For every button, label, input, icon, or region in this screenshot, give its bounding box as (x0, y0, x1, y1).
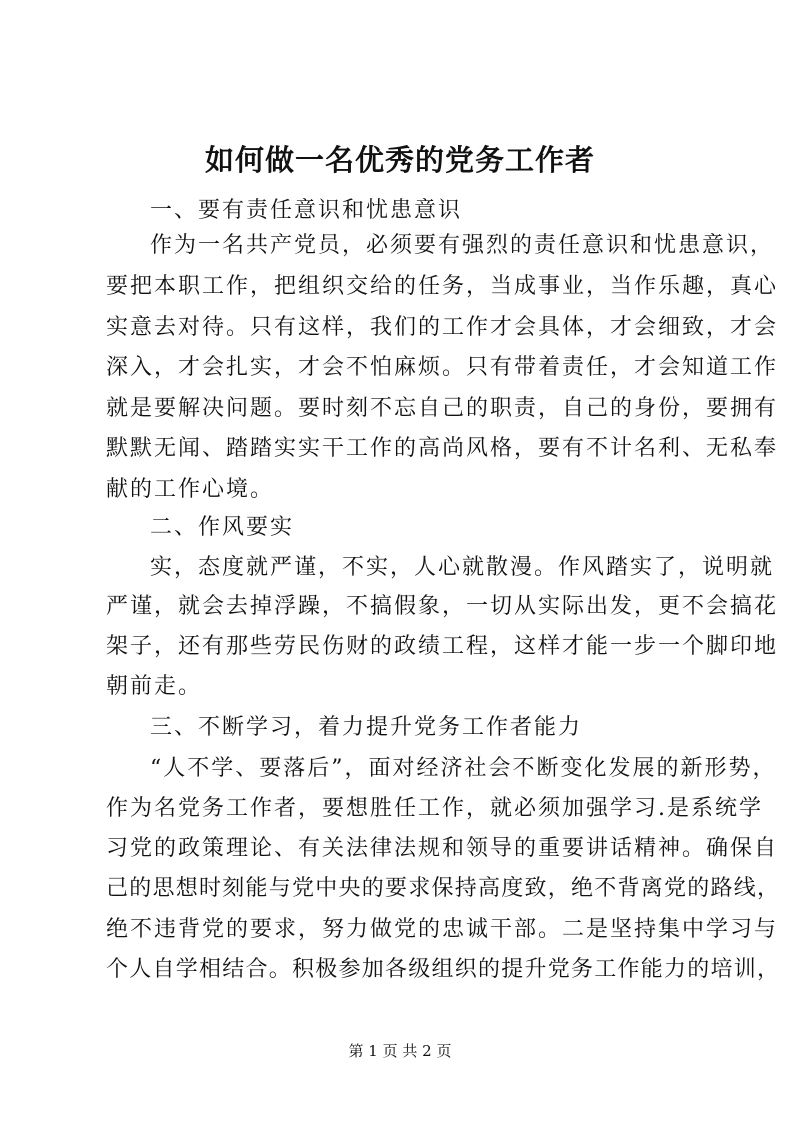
paragraph-line: 架子，还有那些劳民伤财的政绩工程，这样才能一步一个脚印地 (106, 634, 779, 659)
paragraph-line: 习党的政策理论、有关法律法规和领导的重要讲话精神。确保自 (106, 836, 779, 861)
paragraph-line: 严谨，就会去掉浮躁，不搞假象，一切从实际出发，更不会搞花 (106, 594, 779, 619)
paragraph-line: 就是要解决问题。要时刻不忘自己的职责，自己的身份，要拥有 (106, 396, 779, 421)
paragraph-line: 个人自学相结合。积极参加各级组织的提升党务工作能力的培训， (106, 957, 781, 982)
section-heading-3: 三、不断学习，着力提升党务工作者能力 (150, 715, 583, 740)
paragraph-line: 己的思想时刻能与党中央的要求保持高度致，绝不背离党的路线， (106, 876, 781, 901)
paragraph-line: 要把本职工作，把组织交给的任务，当成事业，当作乐趣，真心 (106, 274, 779, 299)
paragraph-line: “人不学、要落后”，面对经济社会不断变化发展的新形势， (150, 756, 777, 781)
paragraph-line: 朝前走。 (106, 674, 203, 699)
section-heading-2: 二、作风要实 (150, 515, 295, 540)
paragraph-line: 作为一名共产党员，必须要有强烈的责任意识和忧患意识， (150, 233, 775, 258)
paragraph-line: 深入，才会扎实，才会不怕麻烦。只有带着责任，才会知道工作 (106, 355, 779, 380)
paragraph-line: 实，态度就严谨，不实，人心就散漫。作风踏实了，说明就 (150, 555, 775, 580)
section-heading-1: 一、要有责任意识和忧患意识 (150, 198, 463, 223)
paragraph-line: 献的工作心境。 (106, 477, 275, 502)
paragraph-line: 绝不违背党的要求，努力做党的忠诚干部。二是坚持集中学习与 (106, 917, 779, 942)
paragraph-line: 作为名党务工作者，要想胜任工作，就必须加强学习.是系统学 (106, 796, 763, 821)
paragraph-line: 默默无闻、踏踏实实干工作的高尚风格，要有不计名利、无私奉 (106, 436, 779, 461)
document-title: 如何做一名优秀的党务工作者 (204, 143, 595, 177)
paragraph-line: 实意去对待。只有这样，我们的工作才会具体，才会细致，才会 (106, 315, 779, 340)
page-footer: 第 1 页 共 2 页 (348, 1042, 452, 1060)
